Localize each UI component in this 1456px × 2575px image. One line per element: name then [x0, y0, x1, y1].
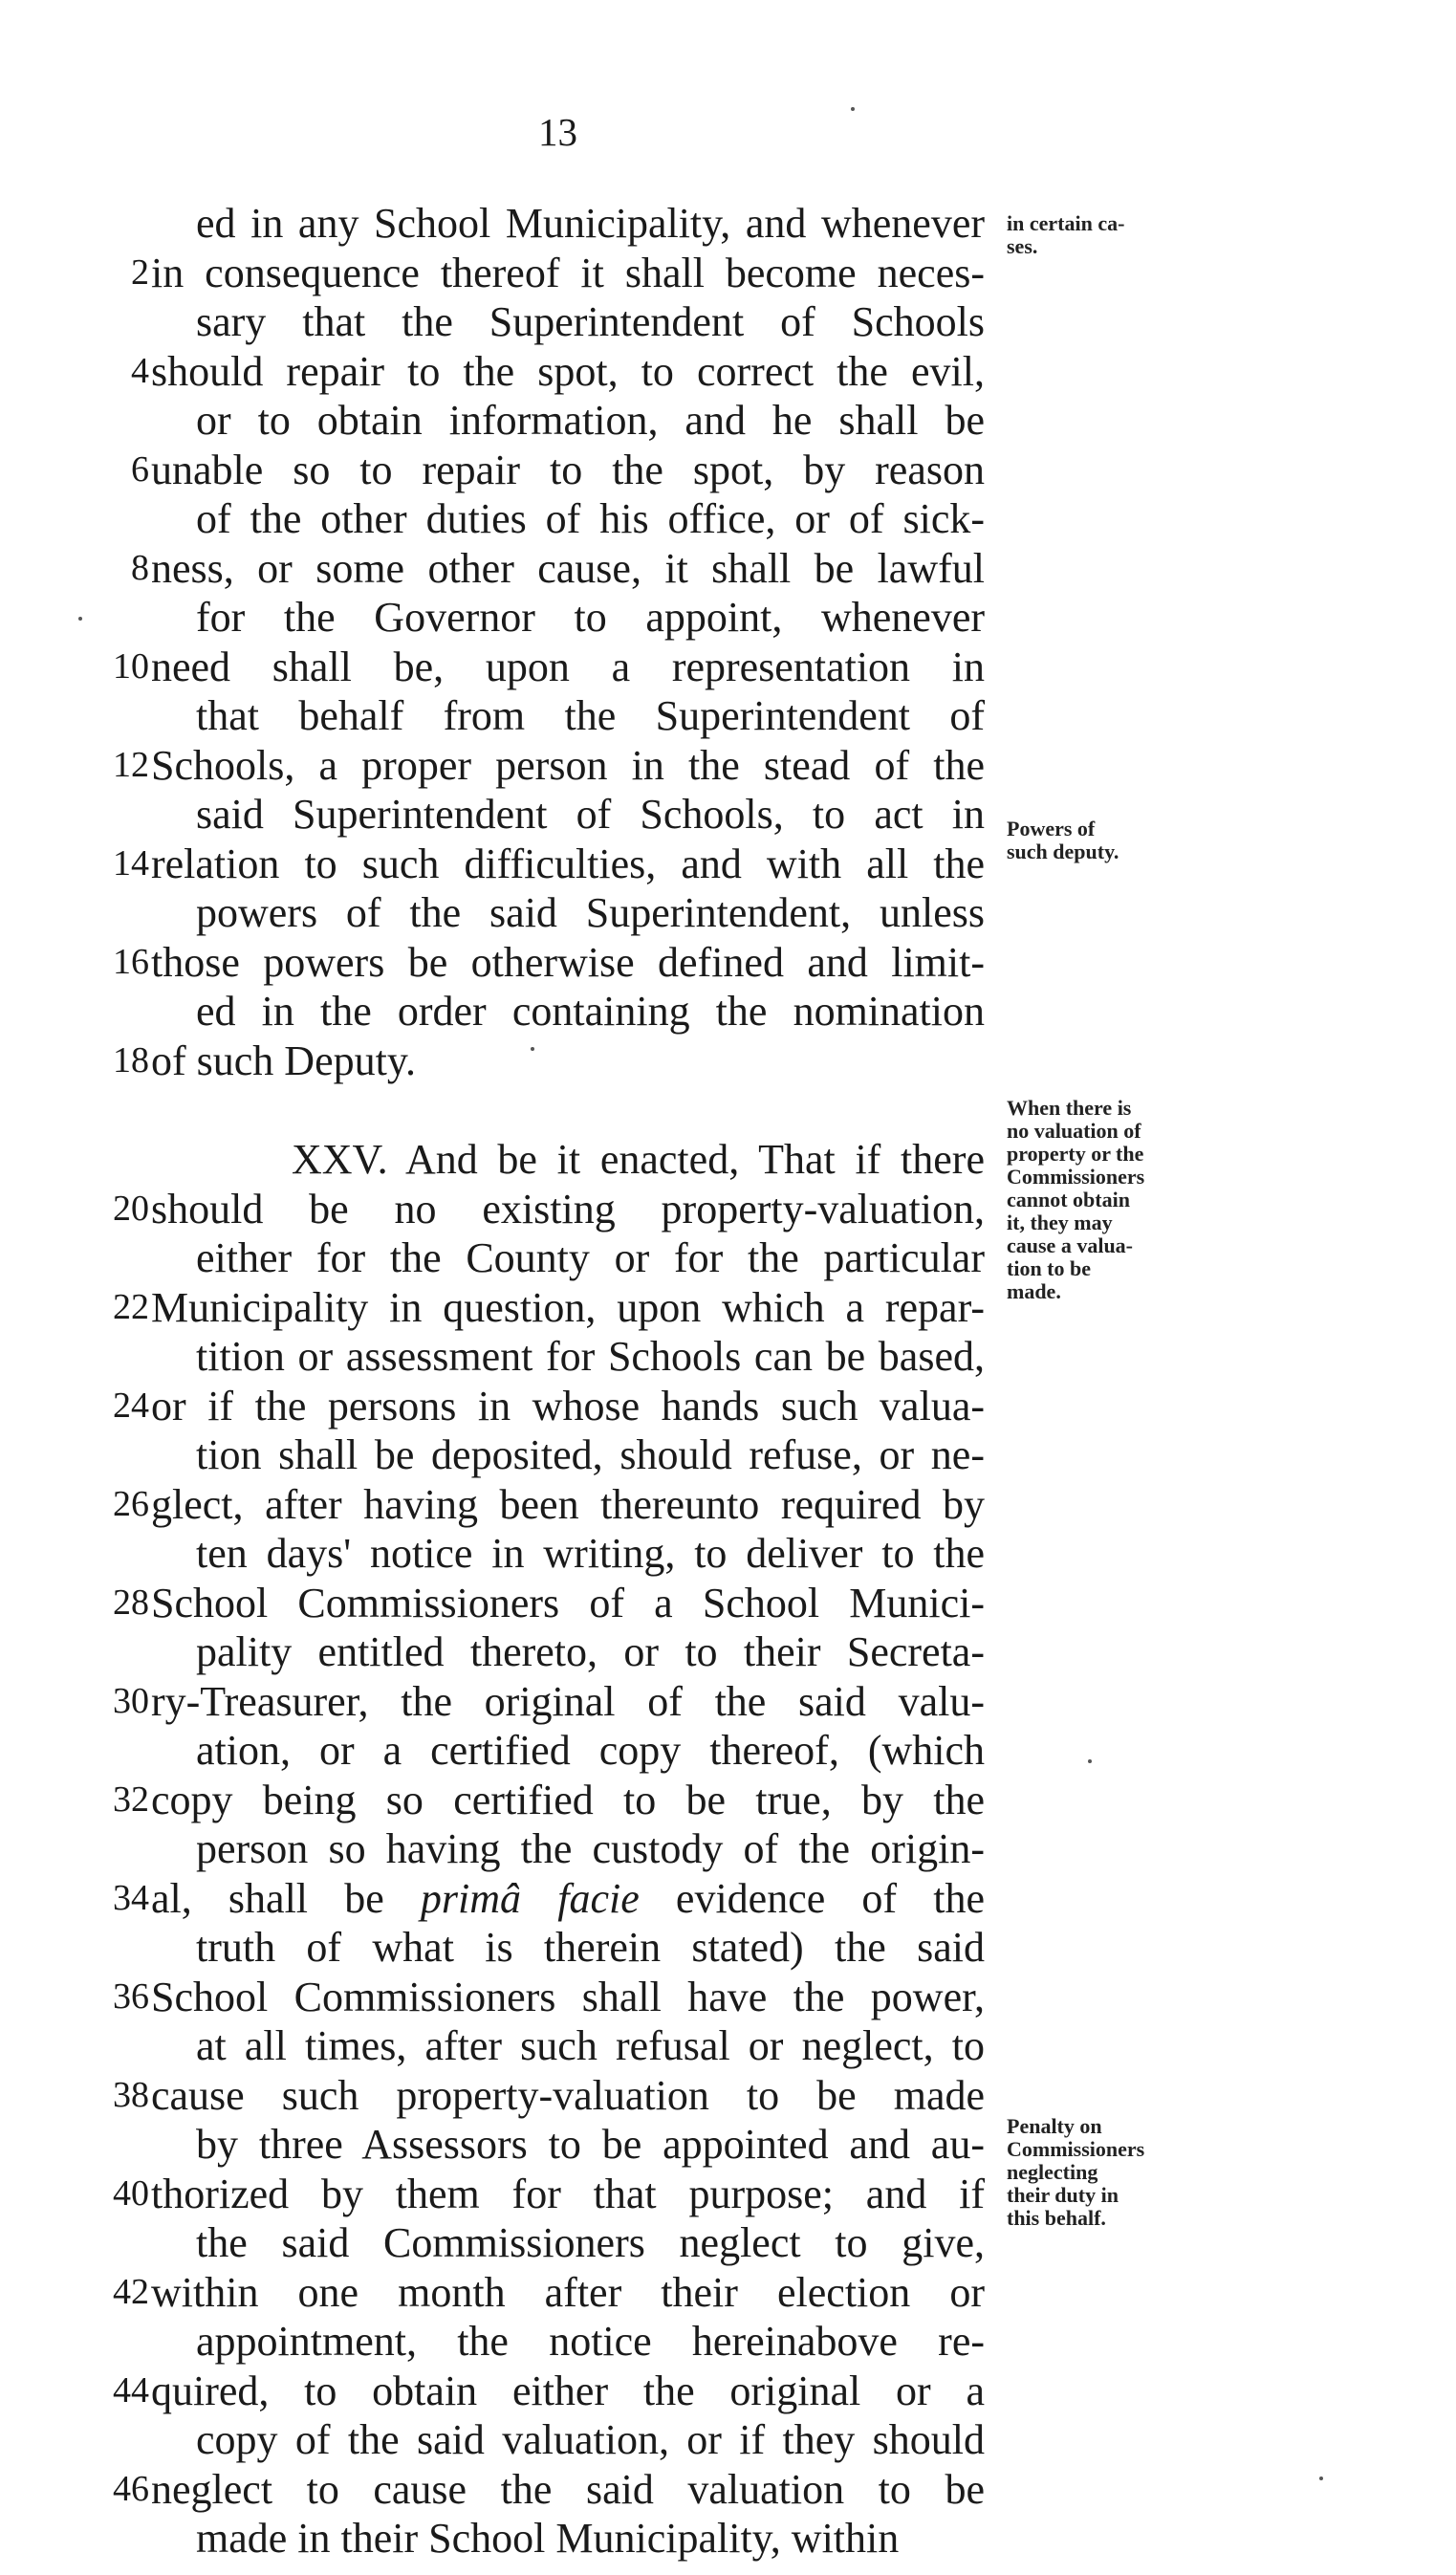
- line-text: Schools, a proper person in the stead of the: [151, 741, 985, 789]
- body-text: [96, 199, 985, 2564]
- line-text: within one month after their election or: [151, 2268, 985, 2316]
- margin-note-line: this behalf.: [1007, 2206, 1106, 2230]
- text-line: [96, 2415, 985, 2465]
- print-speck: [531, 1047, 534, 1051]
- line-number: 38: [113, 2074, 149, 2115]
- text-line: [96, 396, 985, 446]
- line-text: copy being so certified to be true, by the: [151, 1776, 985, 1823]
- print-speck: [78, 617, 82, 621]
- paragraph: [96, 1135, 985, 2564]
- paragraph-gap: [96, 1085, 985, 1135]
- line-text: School Commissioners of a School Munici-: [151, 1579, 985, 1626]
- text-line: [96, 643, 985, 692]
- line-text: truth of what is therein stated) the said: [196, 1924, 985, 1971]
- line-text: ed in any School Municipality, and whenever: [196, 200, 985, 247]
- print-speck: [1088, 1759, 1092, 1763]
- line-text: thorized by them for that purpose; and if: [151, 2170, 985, 2217]
- line-number: 30: [113, 1680, 149, 1721]
- text-line: [96, 2514, 985, 2564]
- line-text: ness, or some other cause, it shall be lawful: [151, 544, 985, 592]
- margin-note-no-valuation: [1007, 1097, 1198, 1303]
- line-number: 24: [113, 1385, 149, 1426]
- margin-note-powers-of-deputy: [1007, 818, 1198, 863]
- margin-note-certain-cases: [1007, 212, 1198, 258]
- text-line: [96, 1283, 985, 1333]
- text-line: [96, 347, 985, 397]
- line-number: 46: [113, 2468, 149, 2509]
- text-line: [96, 2317, 985, 2367]
- margin-note-line: Powers of: [1007, 817, 1096, 840]
- line-text: need shall be, upon a representation in: [151, 643, 985, 690]
- line-number: 18: [113, 1039, 149, 1080]
- text-line: [96, 1332, 985, 1382]
- text-line: [96, 446, 985, 495]
- line-text: neglect to cause the said valuation to be: [151, 2465, 985, 2513]
- margin-note-line: Commissioners: [1007, 2137, 1145, 2161]
- line-text: quired, to obtain either the original or a: [151, 2367, 985, 2414]
- text-line: [96, 1529, 985, 1579]
- margin-note-line: no valuation of: [1007, 1119, 1141, 1143]
- line-text: ed in the order containing the nomination: [196, 988, 985, 1035]
- line-number: 22: [113, 1286, 149, 1327]
- line-text: relation to such difficulties, and with all the: [151, 840, 985, 887]
- line-number: 34: [113, 1877, 149, 1918]
- text-line: [96, 199, 985, 249]
- text-line: [96, 1037, 985, 1086]
- line-number: 36: [113, 1975, 149, 2017]
- text-line: [96, 741, 985, 791]
- margin-note-line: When there is: [1007, 1096, 1132, 1120]
- margin-note-line: such deputy.: [1007, 840, 1119, 863]
- text-line: [96, 1677, 985, 1727]
- margin-note-line: Commissioners: [1007, 1165, 1145, 1189]
- text-line: [96, 2465, 985, 2515]
- line-text: said Superintendent of Schools, to act in: [196, 791, 985, 838]
- margin-note-line: in certain ca-: [1007, 211, 1125, 235]
- margin-note-line: cannot obtain: [1007, 1188, 1130, 1211]
- line-text: of the other duties of his office, or of sick-: [196, 495, 985, 542]
- line-text: powers of the said Superintendent, unless: [196, 889, 985, 936]
- line-number: 26: [113, 1483, 149, 1524]
- line-text: copy of the said valuation, or if they should: [196, 2416, 985, 2463]
- text-line: [96, 593, 985, 643]
- page-number: 13: [538, 110, 577, 154]
- line-text: tion shall be deposited, should refuse, or ne-: [196, 1431, 985, 1478]
- margin-note-penalty: [1007, 2115, 1198, 2230]
- line-text: those powers be otherwise defined and limit-: [151, 938, 985, 986]
- text-line: [96, 544, 985, 594]
- line-text: should be no existing property-valuation,: [151, 1185, 985, 1233]
- line-text: or if the persons in whose hands such valua-: [151, 1382, 985, 1429]
- text-line: [96, 1923, 985, 1973]
- text-line: [96, 1382, 985, 1431]
- line-number: 16: [113, 941, 149, 982]
- line-text: [151, 1874, 985, 1924]
- text-line: [96, 1824, 985, 1874]
- line-text: unable so to repair to the spot, by reason: [151, 446, 985, 493]
- text-line: [96, 2218, 985, 2268]
- text-line: [96, 1627, 985, 1677]
- text-line: [96, 888, 985, 938]
- line-text: person so having the custody of the origin-: [196, 1825, 985, 1872]
- line-text: ry-Treasurer, the original of the said valu-: [151, 1677, 985, 1725]
- line-number: 10: [113, 645, 149, 687]
- text-line: [96, 1233, 985, 1283]
- line-text: appointment, the notice hereinabove re-: [196, 2318, 985, 2365]
- text-line: [96, 297, 985, 347]
- margin-note-line: it, they may: [1007, 1211, 1113, 1234]
- line-text: School Commissioners shall have the power,: [151, 1973, 985, 2020]
- text-line: [96, 1480, 985, 1530]
- line-text: or to obtain information, and he shall be: [196, 397, 985, 444]
- line-text: cause such property-valuation to be made: [151, 2071, 985, 2119]
- italic-phrase: primâ facie: [420, 1874, 640, 1922]
- line-number: 14: [113, 842, 149, 884]
- text-line: [96, 1726, 985, 1776]
- line-text: that behalf from the Superintendent of: [196, 692, 985, 739]
- line-number: 42: [113, 2271, 149, 2312]
- line-number: 32: [113, 1778, 149, 1820]
- text-line: [96, 1973, 985, 2022]
- text-line: [96, 1579, 985, 1628]
- text-line: [96, 1135, 985, 1185]
- margin-note-line: cause a valua-: [1007, 1233, 1133, 1257]
- margin-note-line: their duty in: [1007, 2183, 1119, 2207]
- line-text: either for the County or for the particular: [196, 1234, 985, 1281]
- text-line: [96, 1776, 985, 1825]
- text-line: [96, 840, 985, 889]
- margin-note-line: ses.: [1007, 234, 1038, 258]
- text-line: [96, 2170, 985, 2219]
- line-text: for the Governor to appoint, whenever: [196, 594, 985, 641]
- text-line: [96, 2367, 985, 2416]
- line-text-part: evidence of the: [639, 1874, 986, 1922]
- line-text: sary that the Superintendent of Schools: [196, 298, 985, 345]
- line-text: should repair to the spot, to correct the evil,: [151, 347, 985, 395]
- text-line: [96, 987, 985, 1037]
- margin-note-line: property or the: [1007, 1142, 1144, 1166]
- text-line: [96, 2268, 985, 2318]
- line-text: XXV. And be it enacted, That if there: [292, 1136, 985, 1183]
- line-number: 40: [113, 2172, 149, 2214]
- line-text: ation, or a certified copy thereof, (which: [196, 1727, 985, 1774]
- text-line: [96, 2021, 985, 2071]
- print-speck: [851, 107, 855, 111]
- text-line: [96, 1874, 985, 1924]
- line-text: made in their School Municipality, within: [196, 2515, 900, 2562]
- line-text: by three Assessors to be appointed and au-: [196, 2121, 985, 2168]
- line-text: at all times, after such refusal or neglect, to: [196, 2022, 985, 2069]
- text-line: [96, 790, 985, 840]
- text-line: [96, 2120, 985, 2170]
- margin-note-line: made.: [1007, 1279, 1061, 1303]
- line-number: 2: [131, 251, 149, 293]
- text-line: [96, 2071, 985, 2121]
- line-text: pality entitled thereto, or to their Secreta-: [196, 1628, 985, 1675]
- line-text: tition or assessment for Schools can be based,: [196, 1333, 985, 1380]
- line-text: the said Commissioners neglect to give,: [196, 2219, 985, 2266]
- text-line: [96, 249, 985, 298]
- margin-note-line: neglecting: [1007, 2160, 1098, 2184]
- text-line: [96, 938, 985, 988]
- paragraph: [96, 199, 985, 1085]
- text-line: [96, 494, 985, 544]
- line-text: ten days' notice in writing, to deliver to the: [196, 1530, 985, 1577]
- margin-note-line: Penalty on: [1007, 2114, 1102, 2138]
- line-number: 28: [113, 1582, 149, 1623]
- line-number: 4: [131, 350, 149, 391]
- line-text-part: al, shall be: [151, 1874, 421, 1922]
- text-line: [96, 1185, 985, 1234]
- line-text: Municipality in question, upon which a repar-: [151, 1283, 985, 1331]
- line-text: glect, after having been thereunto required by: [151, 1480, 985, 1528]
- print-speck: [1319, 2477, 1323, 2480]
- line-number: 12: [113, 744, 149, 785]
- line-text: of such Deputy.: [151, 1037, 416, 1084]
- line-text: in consequence thereof it shall become neces-: [151, 249, 985, 296]
- line-number: 8: [131, 547, 149, 588]
- margin-note-line: tion to be: [1007, 1256, 1091, 1280]
- text-line: [96, 1430, 985, 1480]
- line-number: 20: [113, 1188, 149, 1229]
- line-number: 6: [131, 448, 149, 490]
- line-number: 44: [113, 2369, 149, 2411]
- text-line: [96, 691, 985, 741]
